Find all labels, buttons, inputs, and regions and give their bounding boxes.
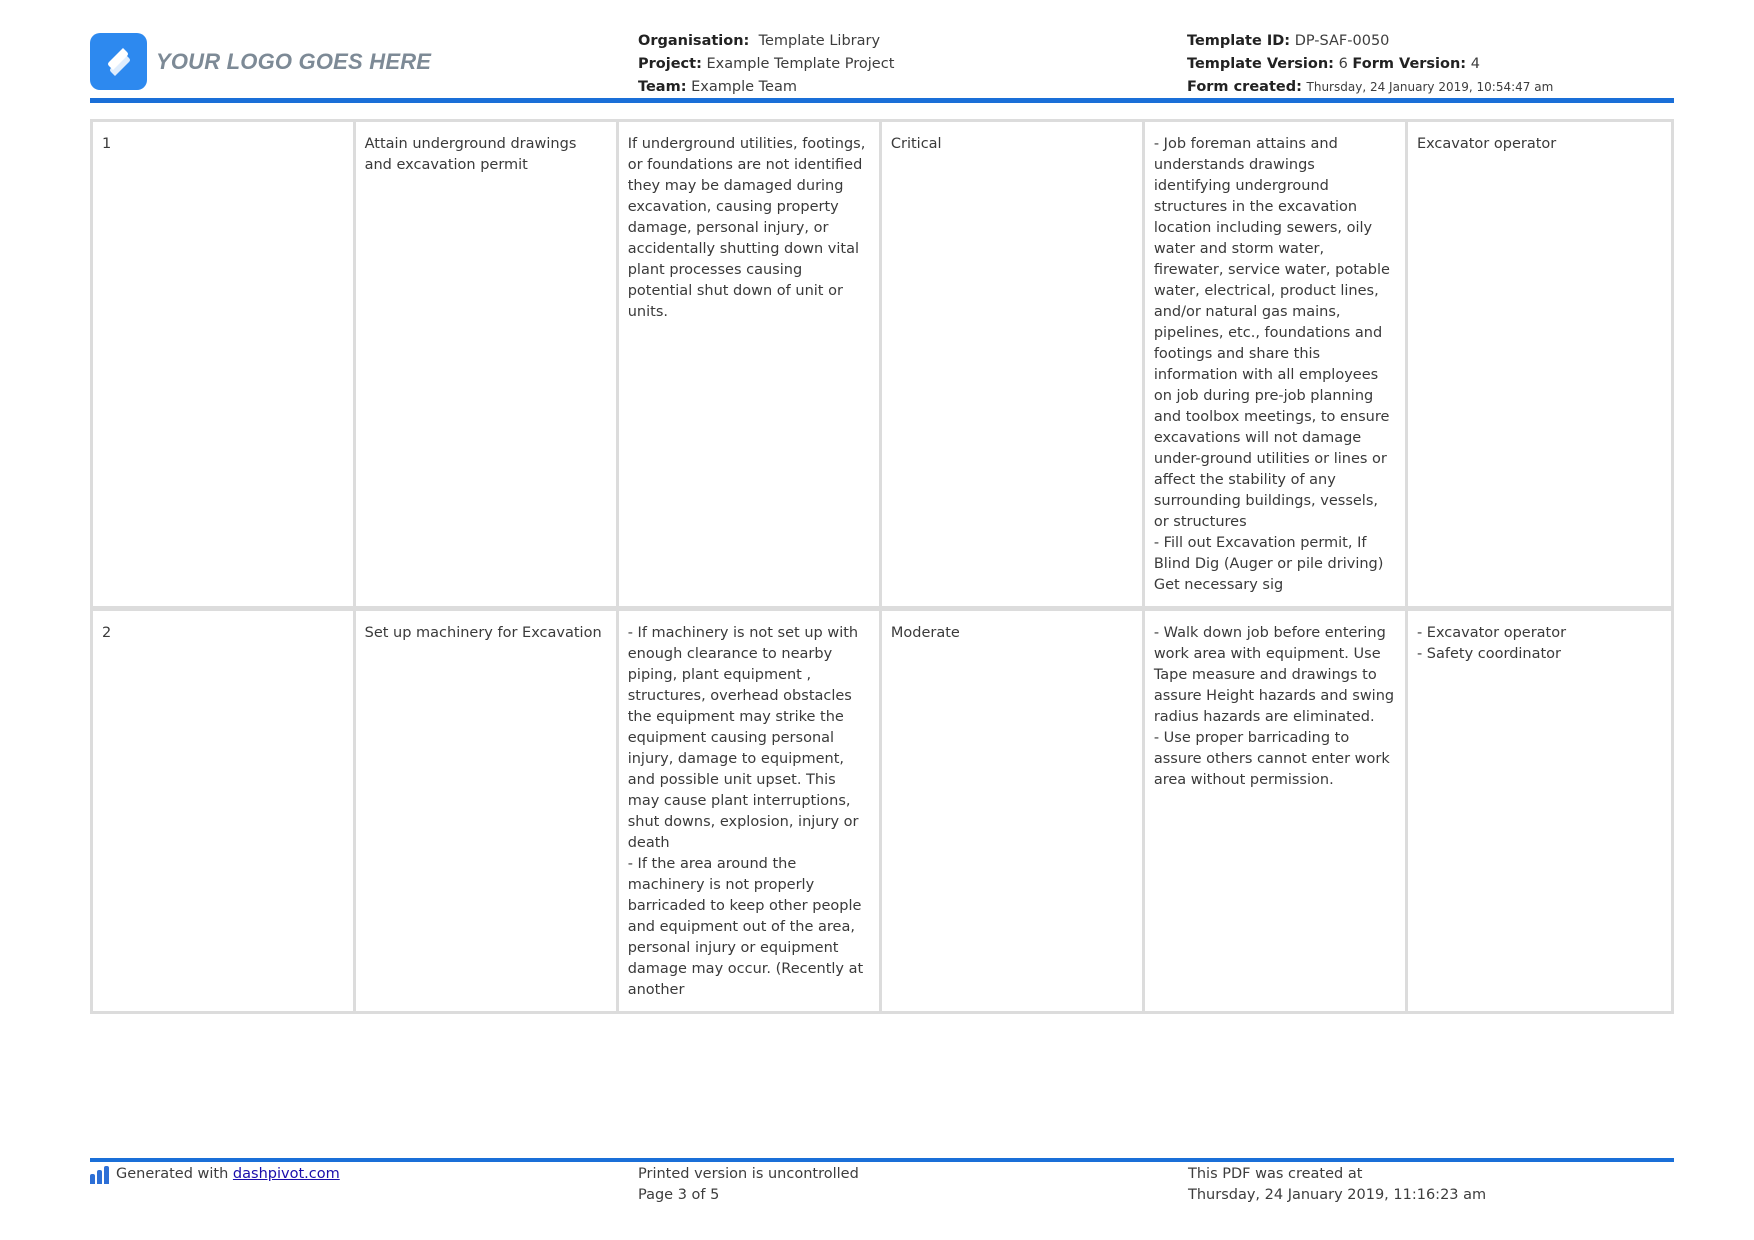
dashpivot-icon: [90, 1166, 109, 1184]
hazard-description: If underground utilities, footings, or foundations are not identified they may be damaged during excavation, causing property damage, personal injury, or accidentally shutting down vital plant processes causing potential shut down of unit or units.: [619, 122, 882, 611]
page-number: Page 3 of 5: [638, 1187, 720, 1203]
template-id-line: Template ID: DP-SAF-0050: [1187, 33, 1390, 49]
table-row: [93, 122, 1671, 611]
control-measures: - Walk down job before entering work area with equipment. Use Tape measure and drawings to assure Height hazards and swing radius hazards are eliminated. - Use proper barricading to assure others cannot enter work area without permission.: [1145, 611, 1408, 1011]
footer-print-info: [638, 1164, 859, 1206]
pdf-created-label: This PDF was created at: [1188, 1166, 1363, 1182]
hazard-description: - If machinery is not set up with enough clearance to nearby piping, plant equipment , structures, overhead obstacles the equipment may strike the equipment causing personal injury, damage to equipment, and possible unit upset. This may cause plant interruptions, shut downs, explosion, injury or death - If the area around the machinery is not properly barricaded to keep other people and equipment out of the area, personal injury or equipment damage may occur. (Recently at another: [619, 611, 882, 1011]
job-step: Set up machinery for Excavation: [356, 611, 619, 1011]
version-line: Template Version: 6 Form Version: 4: [1187, 56, 1480, 72]
responsible-person: Excavator operator: [1408, 122, 1671, 611]
dashpivot-link[interactable]: dashpivot.com: [232, 1166, 340, 1182]
logo: [90, 33, 431, 90]
footer-created-info: [1188, 1164, 1486, 1206]
logo-icon: [90, 33, 147, 90]
header-template-info: [1187, 30, 1553, 99]
footer-divider: [90, 1158, 1674, 1162]
risk-rating: Moderate: [882, 611, 1145, 1011]
generated-text: Generated with: [116, 1166, 229, 1182]
uncontrolled-notice: Printed version is uncontrolled: [638, 1166, 859, 1182]
page-header: [90, 28, 1674, 100]
team-line: Team: Example Team: [638, 79, 797, 95]
logo-text: YOUR LOGO GOES HERE: [156, 48, 432, 74]
job-step: Attain underground drawings and excavation permit: [356, 122, 619, 611]
footer-generated: [90, 1164, 340, 1185]
organisation-line: Organisation: Template Library: [638, 33, 881, 49]
control-measures: - Job foreman attains and understands drawings identifying underground structures in the excavation location including sewers, oily water and storm water, firewater, service water, potable water, electrical, product lines, and/or natural gas mains, pipelines, etc., foundations and footings and share this information with all employees on job during pre-job planning and toolbox meetings, to ensure excavations will not damage under-ground utilities or lines or affect the stability of any surrounding buildings, vessels, or structures - Fill out Excavation permit, If Blind Dig (Auger or pile driving) Get necessary sig: [1145, 122, 1408, 611]
header-divider: [90, 98, 1674, 103]
jsa-table: [90, 119, 1674, 1014]
table-row: [93, 611, 1671, 1011]
form-created-line: Form created: Thursday, 24 January 2019, 10:54:47 am: [1187, 79, 1554, 95]
risk-rating: Critical: [882, 122, 1145, 611]
pdf-created-date: Thursday, 24 January 2019, 11:16:23 am: [1188, 1187, 1487, 1203]
step-number: 2: [93, 611, 356, 1011]
project-line: Project: Example Template Project: [638, 56, 895, 72]
responsible-person: - Excavator operator - Safety coordinator: [1416, 625, 1567, 662]
header-project-info: [638, 30, 894, 99]
step-number: 1: [93, 122, 356, 611]
